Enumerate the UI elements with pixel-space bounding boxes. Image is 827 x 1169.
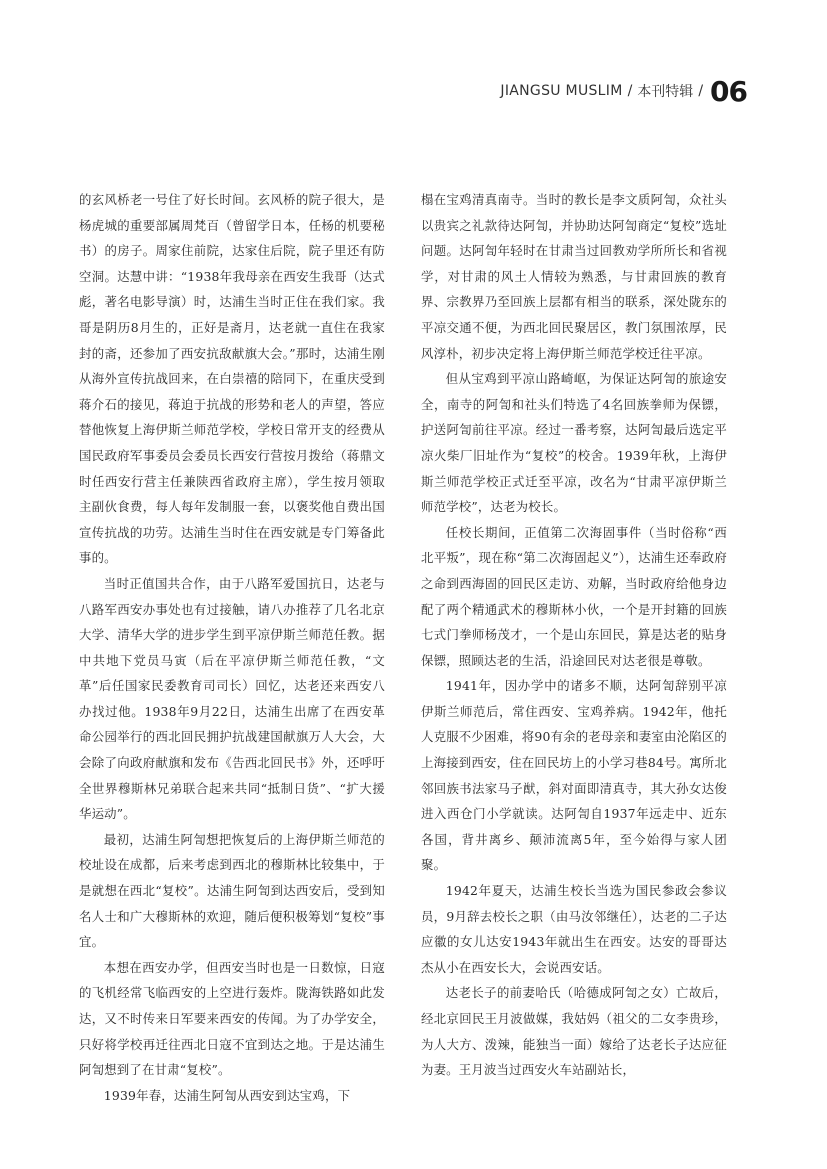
page-number: 06	[710, 74, 747, 108]
paragraph: 但从宝鸡到平凉山路崎岖，为保证达阿訇的旅途安全，南寺的阿訇和社头们特选了4名回族拳师为保镖，护送阿訇前往平凉。经过一番考察，达阿訇最后选定平凉火柴厂旧址作为“复校”的校舍。1939年秋，上海伊斯兰师范学校正式迁至平凉，改名为“甘肃平凉伊斯兰师范学校”，达老为校长。	[421, 371, 727, 515]
journal-name: JIANGSU MUSLIM	[500, 83, 623, 99]
paragraph: 最初，达浦生阿訇想把恢复后的上海伊斯兰师范的校址设在成都，后来考虑到西北的穆斯林比较集中，于是就想在西北“复校”。达浦生阿訇到达西安后，受到知名人士和广大穆斯林的欢迎，随后便积极筹划“复校”事宜。	[79, 831, 385, 950]
right-column	[421, 187, 727, 1083]
paragraph: 当时正值国共合作，由于八路军爱国抗日，达老与八路军西安办事处也有过接触，请八办推荐了几名北京大学、清华大学的进步学生到平凉伊斯兰师范任教。据中共地下党员马寅（后在平凉伊斯兰师范任教，“文革”后任国家民委教育司司长）回忆，达老还来西安八办找过他。1938年9月22日，达浦生出席了在西安革命公园举行的西北回民拥护抗战建国献旗万人大会，大会除了向政府献旗和发布《告西北回民书》外，还呼吁全世界穆斯林兄弟联合起来共同“抵制日货”、“扩大援华运动”。	[79, 575, 385, 822]
column-name: 本刊特辑	[637, 84, 694, 100]
paragraph: 榻在宝鸡清真南寺。当时的教长是李文质阿訇，众社头以贵宾之礼款待达阿訇，并协助达阿訇商定“复校”选址问题。达阿訇年轻时在甘肃当过回教劝学所所长和省视学，对甘肃的风土人情较为熟悉，与甘肃回族的教育界、宗教界乃至回族上层都有相当的联系，深处陇东的平凉交通不便，为西北回民聚居区，教门氛围浓厚，民风淳朴，初步决定将上海伊斯兰师范学校迁往平凉。	[421, 192, 727, 361]
paragraph: 达老长子的前妻哈氏（哈德成阿訇之女）亡故后，经北京回民王月波做媒，我姑妈（祖父的二女李贵珍，为人大方、泼辣，能独当一面）嫁给了达老长子达应征为妻。王月波当过西安火车站副站长，	[421, 985, 727, 1078]
paragraph: 1942年夏天，达浦生校长当选为国民参政会参议员，9月辞去校长之职（由马汝邻继任），达老的二子达应徽的女儿达安1943年就出生在西安。达安的哥哥达杰从小在西安长大，会说西安话。	[421, 883, 727, 975]
paragraph: 任校长期间，正值第二次海固事件（当时俗称“西北平叛”，现在称“第二次海固起义”），达浦生还奉政府之命到西海固的回民区走访、劝解，当时政府给他身边配了两个精通武术的穆斯林小伙，一个是开封籍的回族七式门拳师杨茂才，一个是山东回民，算是达老的贴身保镖，照顾达老的生活，沿途回民对达老很是尊敬。	[421, 524, 727, 668]
paragraph: 1941年，因办学中的诸多不顺，达阿訇辞别平凉伊斯兰师范后，常住西安、宝鸡养病。1942年，他托人克服不少困难，将90有余的老母亲和妻室由沦陷区的上海接到西安，住在回民坊上的小学习巷84号。寓所北邻回族书法家马子猷，斜对面即清真寺，其大孙女达俊进入西仓门小学就读。达阿訇自1937年远走中、近东各国，背井离乡、颠沛流离5年，至今始得与家人团聚。	[421, 678, 727, 873]
running-header	[500, 74, 747, 108]
header-separator: /	[627, 83, 633, 99]
paragraph: 1939年春，达浦生阿訇从西安到达宝鸡，下	[103, 1087, 351, 1103]
header-separator: /	[698, 83, 704, 99]
paragraph: 的玄风桥老一号住了好长时间。玄风桥的院子很大，是杨虎城的重要部属周梵百（曾留学日本，任杨的机要秘书）的房子。周家住前院，达家住后院，院子里还有防空洞。达慧中讲：“1938年我母亲在西安生我哥（达式彪，著名电影导演）时，达浦生当时正住在我们家。我哥是阴历8月生的，正好是斋月，达老就一直住在我家封的斋，还参加了西安抗敌献旗大会。”那时，达浦生刚从海外宣传抗战回来，在白崇禧的陪同下，在重庆受到蒋介石的接见，蒋迫于抗战的形势和老人的声望，答应替他恢复上海伊斯兰师范学校，学校日常开支的经费从国民政府军事委员会委员长西安行营按月拨给（蒋鼎文时任西安行营主任兼陕西省政府主席），学生按月领取主副伙食费，每人每年发制服一套，以褒奖他自费出国宣传抗战的功劳。达浦生当时住在西安就是专门筹备此事的。	[79, 192, 385, 566]
left-column	[79, 187, 385, 1108]
paragraph: 本想在西安办学，但西安当时也是一日数惊，日寇的飞机经常飞临西安的上空进行轰炸。陇海铁路如此发达，又不时传来日军要来西安的传闻。为了办学安全，只好将学校再迁往西北日寇不宜到达之地。于是达浦生阿訇想到了在甘肃“复校”。	[79, 959, 385, 1078]
